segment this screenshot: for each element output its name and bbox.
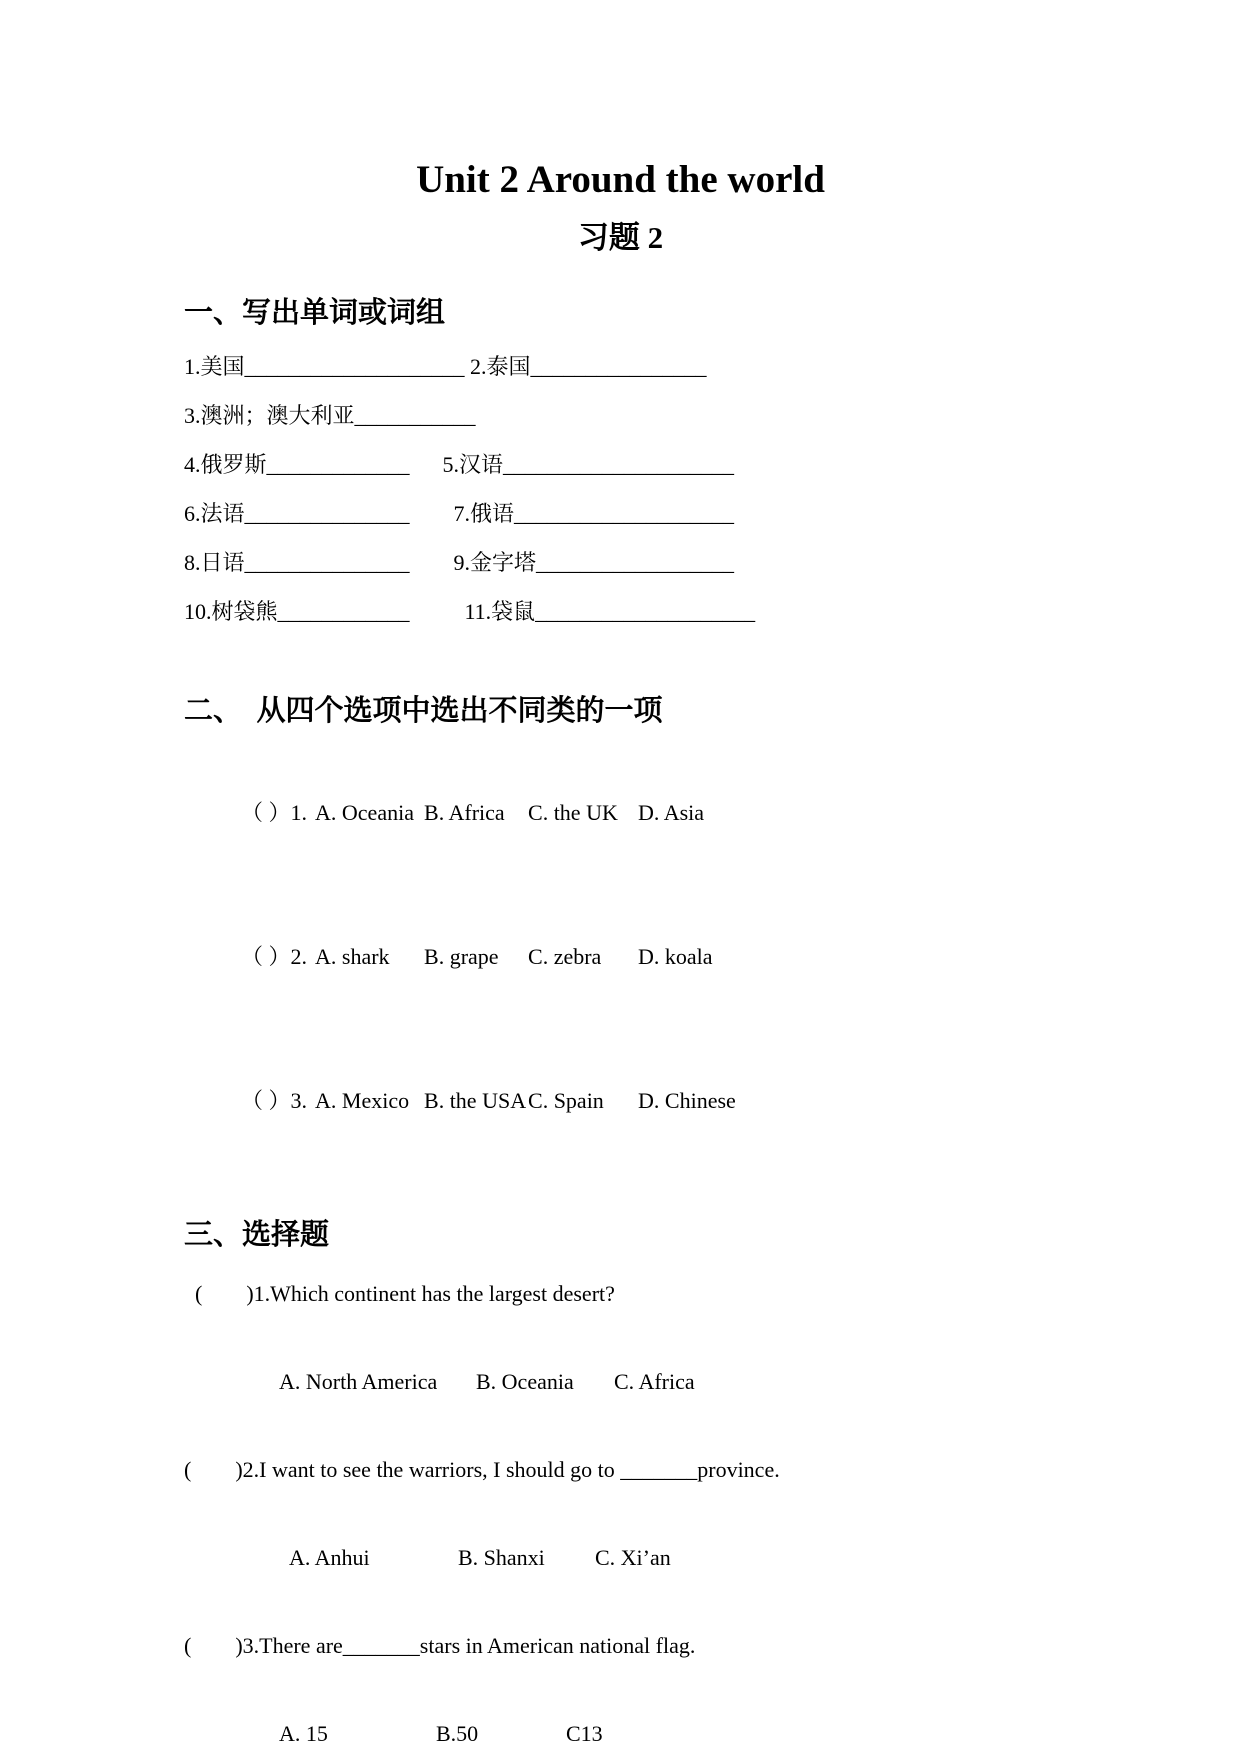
option-d: D. Chinese — [638, 1088, 736, 1114]
option-c: C. zebra — [528, 944, 602, 970]
answer-paren: （ ）3. — [241, 1088, 308, 1114]
section-three-items — [184, 1272, 1111, 1754]
odd-one-out-item — [184, 885, 1111, 1029]
section-two-heading: 二、 从四个选项中选出不同类的一项 — [184, 695, 663, 728]
choice-question: ( )1.Which continent has the largest desert? — [184, 1281, 615, 1307]
option-a: A. Mexico — [315, 1088, 410, 1114]
word-blank-row: 4.俄罗斯_____________ 5.汉语_____________________ — [184, 452, 735, 478]
option-c: C. the UK — [528, 800, 618, 826]
word-blank-row: 3.澳洲；澳大利亚___________ — [184, 403, 476, 429]
word-blank-row: 10.树袋熊____________ 11.袋鼠____________________ — [184, 599, 756, 625]
section-two-items — [184, 741, 1111, 1173]
page-subtitle: 习题 2 — [577, 219, 664, 255]
option-a: A. North America — [279, 1369, 438, 1395]
section-one-word-list — [184, 342, 1111, 636]
word-blank-row: 1.美国____________________ 2.泰国________________ — [184, 354, 707, 380]
choice-question: ( )3.There are_______stars in American national flag. — [184, 1633, 696, 1659]
word-blank-row: 6.法语_______________ 7.俄语____________________ — [184, 501, 735, 527]
worksheet-body — [184, 296, 1111, 1754]
page-title: Unit 2 Around the world — [416, 158, 825, 201]
answer-paren: （ ）1. — [241, 800, 308, 826]
choice-options — [184, 1668, 1111, 1754]
answer-paren: （ ）2. — [241, 944, 308, 970]
choice-options — [184, 1492, 1111, 1624]
option-d: D. koala — [638, 944, 713, 970]
option-c: C. Africa — [614, 1369, 695, 1395]
option-b: B.50 — [436, 1721, 479, 1747]
odd-one-out-item — [184, 1029, 1111, 1173]
choice-options — [184, 1316, 1111, 1448]
option-b: B. Shanxi — [458, 1545, 545, 1571]
section-three-heading: 三、选择题 — [184, 1219, 330, 1252]
option-c: C. Xi’an — [595, 1545, 671, 1571]
section-one-heading: 一、写出单词或词组 — [184, 297, 446, 330]
option-b: B. grape — [424, 944, 499, 970]
odd-one-out-item — [184, 741, 1111, 885]
option-c: C. Spain — [528, 1088, 604, 1114]
option-a: A. 15 — [279, 1721, 328, 1747]
option-a: A. Oceania — [315, 800, 414, 826]
option-c: C13 — [566, 1721, 603, 1747]
option-b: B. the USA — [424, 1088, 527, 1114]
word-blank-row: 8.日语_______________ 9.金字塔__________________ — [184, 550, 735, 576]
option-a: A. shark — [315, 944, 390, 970]
choice-question: ( )2.I want to see the warriors, I should go to _______province. — [184, 1457, 780, 1483]
option-a: A. Anhui — [289, 1545, 370, 1571]
option-b: B. Oceania — [476, 1369, 574, 1395]
option-b: B. Africa — [424, 800, 505, 826]
option-d: D. Asia — [638, 800, 705, 826]
